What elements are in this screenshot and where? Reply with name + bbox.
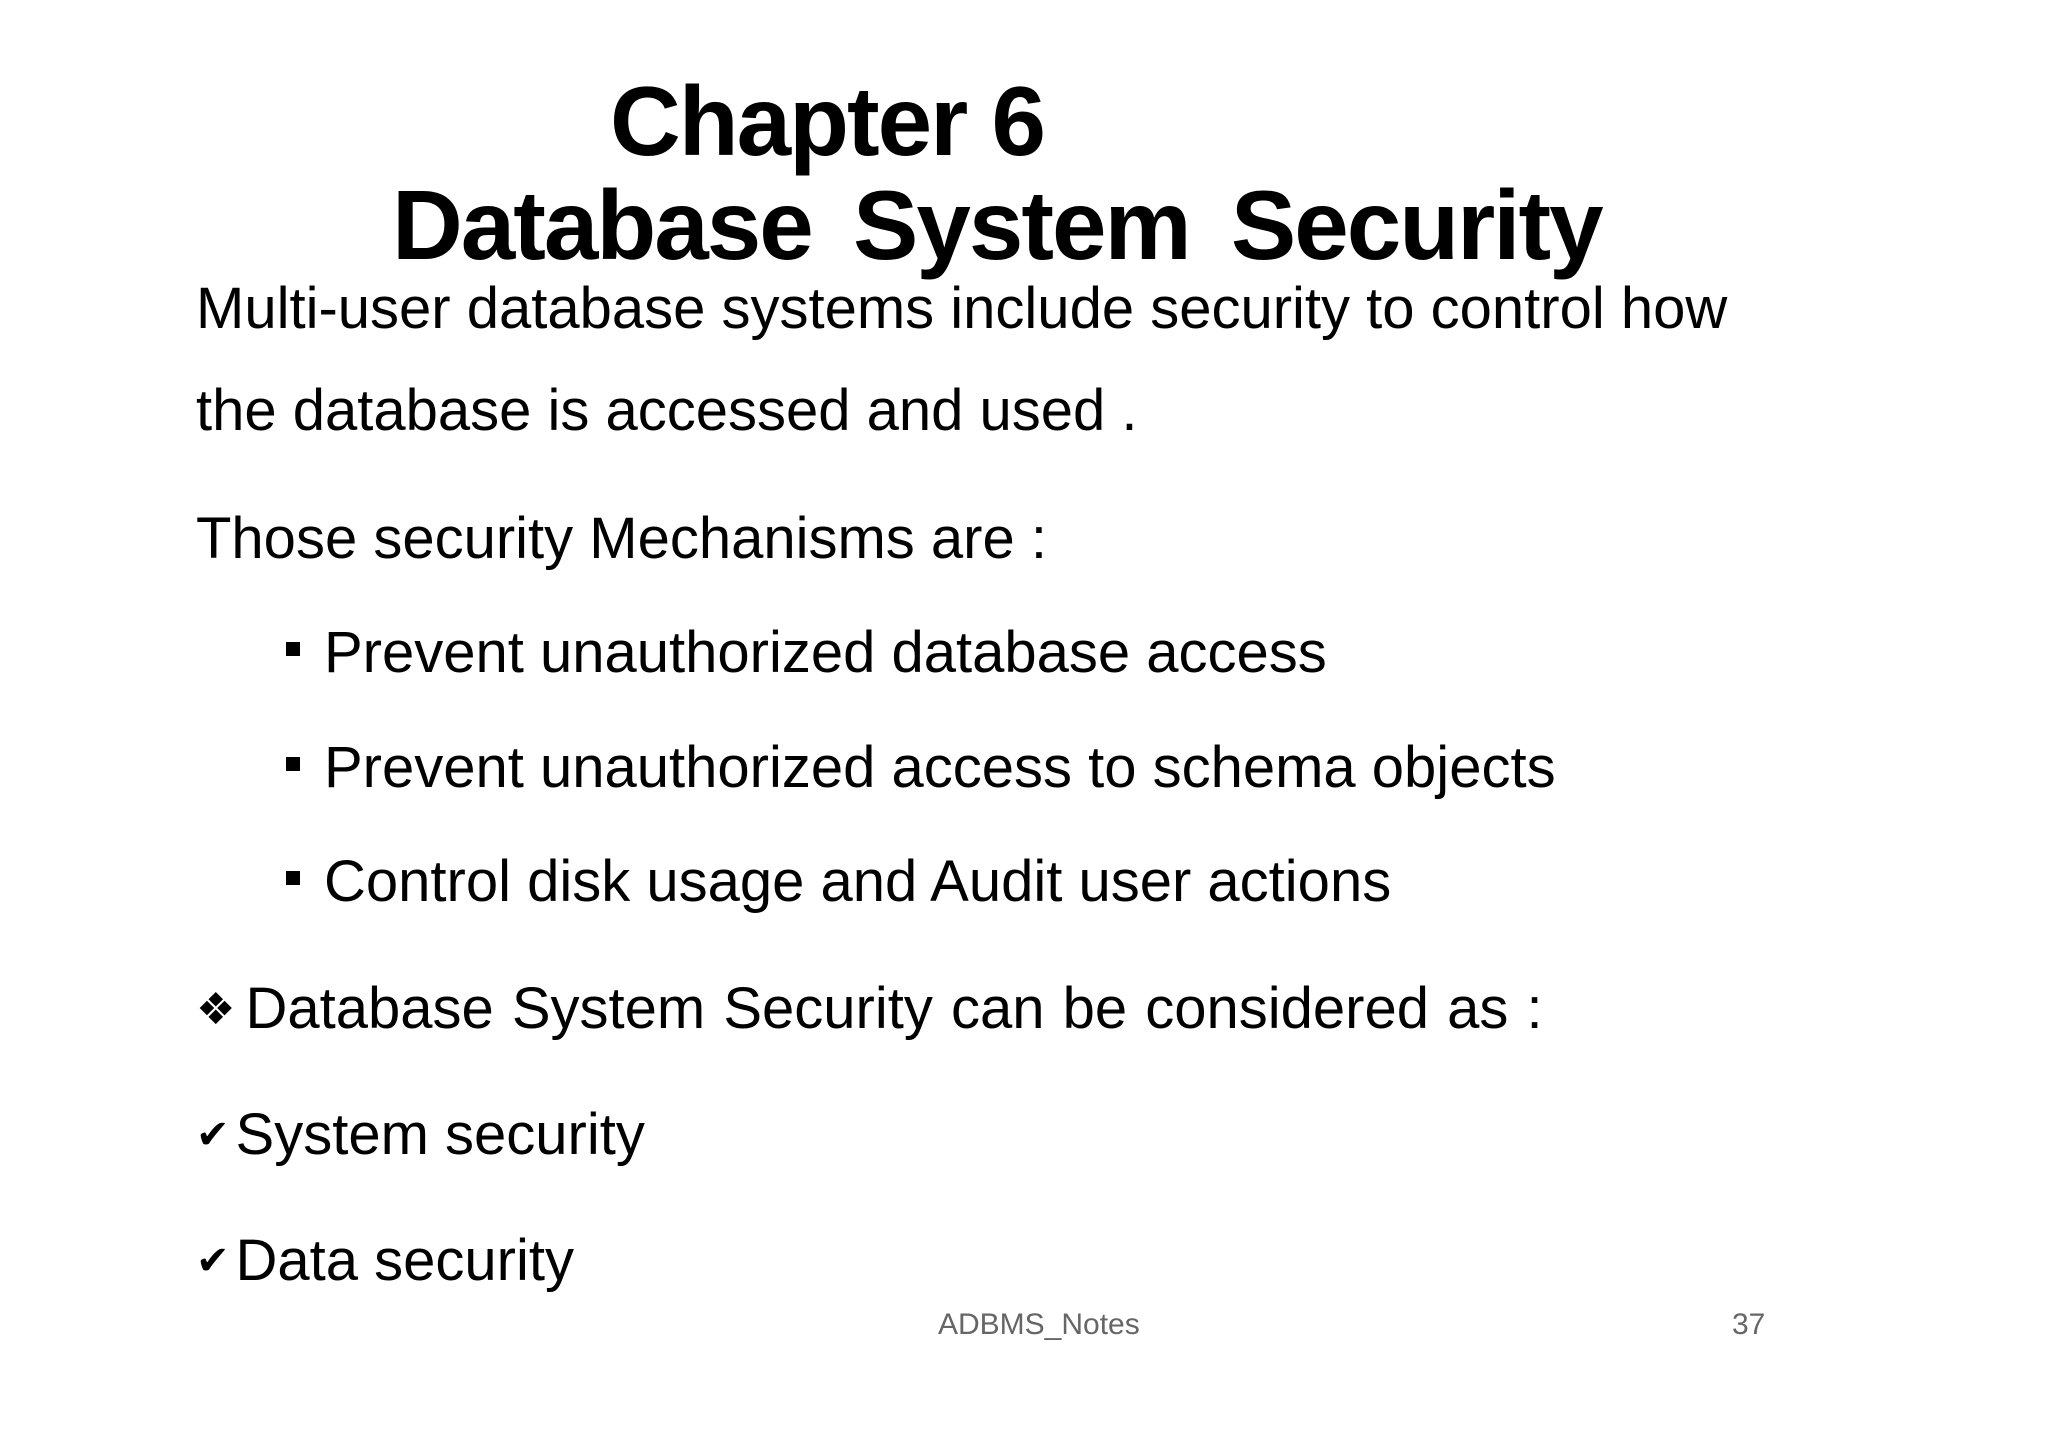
mechanism-list-item xyxy=(286,620,1327,685)
intro-text-line-2: the database is accessed and used . xyxy=(196,378,1138,443)
diamond-bullet-icon: ❖ xyxy=(196,984,236,1035)
square-bullet-icon xyxy=(286,757,300,771)
chapter-title: Chapter 6 xyxy=(610,66,1045,176)
checkmark-icon: ✔ xyxy=(196,1112,230,1158)
security-type-item xyxy=(196,1102,645,1167)
square-bullet-icon xyxy=(286,871,300,885)
considered-heading: Database System Security can be considered as : xyxy=(245,976,1543,1041)
mechanism-list-item xyxy=(286,735,1556,800)
security-type-item xyxy=(196,1228,574,1293)
security-type-text: Data security xyxy=(235,1228,574,1293)
square-bullet-icon xyxy=(286,642,300,656)
footer-note: ADBMS_Notes xyxy=(938,1308,1140,1341)
mechanism-text: Control disk usage and Audit user actions xyxy=(324,849,1392,914)
mechanism-list-item xyxy=(286,849,1392,914)
considered-heading-row xyxy=(196,976,1543,1041)
checkmark-icon: ✔ xyxy=(196,1238,230,1284)
mechanism-text: Prevent unauthorized database access xyxy=(324,620,1327,685)
mechanism-text: Prevent unauthorized access to schema objects xyxy=(324,735,1556,800)
section-title: Database System Security xyxy=(392,170,1602,280)
page-number: 37 xyxy=(1732,1308,1766,1341)
security-type-text: System security xyxy=(235,1102,645,1167)
intro-text-line-1: Multi-user database systems include security to control how xyxy=(196,276,1728,341)
mechanisms-heading: Those security Mechanisms are : xyxy=(196,506,1047,571)
